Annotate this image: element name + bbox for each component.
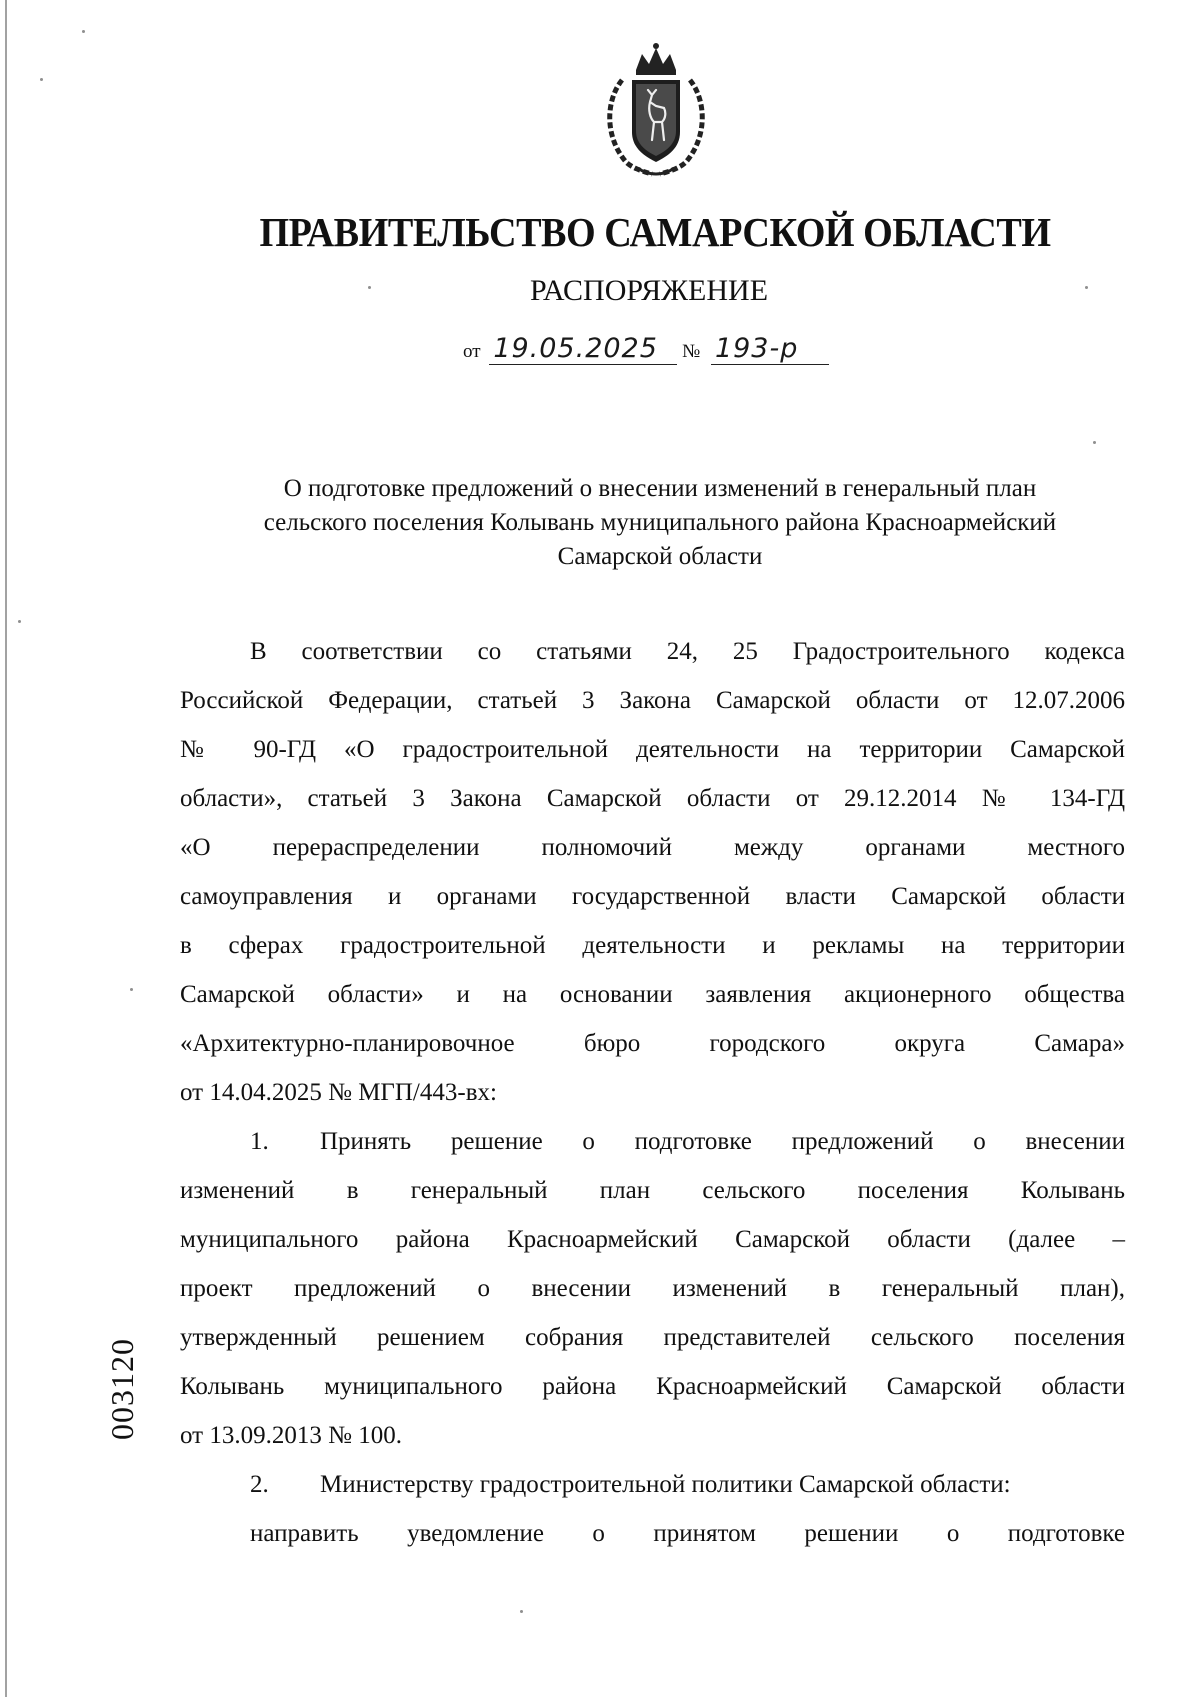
body-line: Самарской области» и на основании заявления акционерного общества xyxy=(180,981,1125,1008)
body-line: в сферах градостроительной деятельности и рекламы на территории xyxy=(180,932,1125,959)
body-line: «О перераспределении полномочий между органами местного xyxy=(180,834,1125,861)
subject-line: О подготовке предложений о внесении изменений в генеральный план xyxy=(283,475,1037,502)
subject-line: Самарской области xyxy=(557,543,763,570)
date-number-line xyxy=(463,333,829,365)
item-1-text: Принять решение о подготовке предложений о внесении xyxy=(320,1128,1125,1155)
scan-speck xyxy=(1093,441,1096,444)
document-type: РАСПОРЯЖЕНИЕ xyxy=(530,274,769,307)
item-2-number: 2. xyxy=(250,1471,269,1498)
scan-speck xyxy=(368,286,371,289)
organization-title: ПРАВИТЕЛЬСТВО САМАРСКОЙ ОБЛАСТИ xyxy=(259,209,1051,255)
date-prefix: от xyxy=(463,341,481,362)
item-1-line: Колывань муниципального района Красноармейский Самарской области xyxy=(180,1373,1125,1400)
subject-line: сельского поселения Колывань муниципального района Красноармейский xyxy=(263,509,1057,536)
scan-speck xyxy=(40,78,43,81)
scan-speck xyxy=(520,1610,523,1613)
document-subject xyxy=(180,472,1140,574)
body-line: В соответствии со статьями 24, 25 Градостроительного кодекса xyxy=(250,638,1125,665)
body-line: самоуправления и органами государственной власти Самарской области xyxy=(180,883,1125,910)
item-1-line: изменений в генеральный план сельского поселения Колывань xyxy=(180,1177,1125,1204)
item-2-text: Министерству градостроительной политики Самарской области: xyxy=(320,1471,1011,1498)
item-1-line: муниципального района Красноармейский Самарской области (далее – xyxy=(180,1226,1125,1253)
document-number: 193-р xyxy=(711,333,829,365)
item-1-line: утвержденный решением собрания представителей сельского поселения xyxy=(180,1324,1125,1351)
scan-speck xyxy=(1085,286,1088,289)
page-edge-line xyxy=(5,0,7,1697)
item-1-line: от 13.09.2013 № 100. xyxy=(180,1422,402,1449)
registration-stamp-number: 003120 xyxy=(104,1338,140,1440)
scan-speck xyxy=(82,30,85,33)
body-line: области», статьей 3 Закона Самарской области от 29.12.2014 № 134-ГД xyxy=(180,785,1125,812)
item-2-line xyxy=(180,1460,1125,1509)
number-prefix: № xyxy=(682,341,701,362)
item-1-line: проект предложений о внесении изменений в генеральный план), xyxy=(180,1275,1125,1302)
body-line: № 90-ГД «О градостроительной деятельности на территории Самарской xyxy=(180,736,1125,763)
document-date: 19.05.2025 xyxy=(489,333,677,365)
item-1-line xyxy=(180,1117,1125,1166)
body-line: «Архитектурно-планировочное бюро городского округа Самара» xyxy=(180,1030,1125,1057)
item-2-subline: направить уведомление о принятом решении о подготовке xyxy=(250,1520,1125,1547)
body-line: Российской Федерации, статьей 3 Закона Самарской области от 12.07.2006 xyxy=(180,687,1125,714)
scan-speck xyxy=(18,620,21,623)
body-line: от 14.04.2025 № МГП/443-вх: xyxy=(180,1079,497,1106)
scan-speck xyxy=(130,988,133,991)
document-body xyxy=(180,627,1125,1558)
coat-of-arms-icon xyxy=(592,40,720,180)
item-1-number: 1. xyxy=(250,1128,269,1155)
